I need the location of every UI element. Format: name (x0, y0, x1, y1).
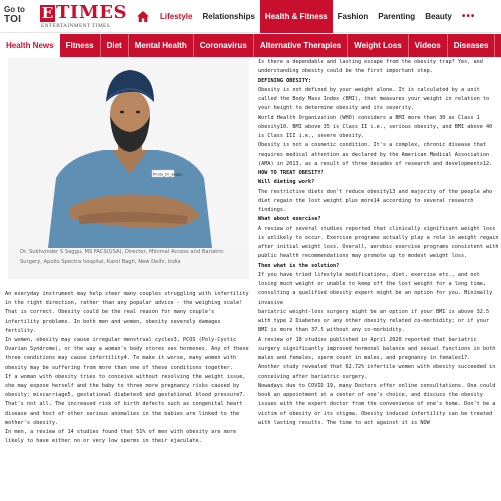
primary-nav (130, 0, 480, 33)
article-paragraph: bariatric weight-loss surgery might be an option if your BMI is above 32.5 with type 2 Diabetes or any other obesity related co-morbidity; or if your BMI is more than 37.5 without any co-morbidity. (258, 308, 490, 334)
section-subheading: Will dieting work? (258, 179, 315, 186)
tab-alternative-therapies[interactable]: Alternative Therapies (254, 34, 348, 57)
tab-diet[interactable]: Diet (101, 34, 129, 57)
nav-beauty[interactable]: Beauty (425, 12, 452, 21)
article-right-column (258, 58, 500, 428)
tab-fitness[interactable]: Fitness (60, 34, 101, 57)
logo-times: TIMES (56, 2, 127, 23)
article-paragraph: A review of 18 studies published in April 2020 reported that bariatric surgery significantly improved hormonal balance and sexual functions in both males and females, sperm count in males, and pregnancy in females17. (258, 336, 496, 361)
nav-relationships[interactable]: Relationships (202, 12, 255, 21)
article-paragraph: If you have tried lifestyle modifications, diet, exercise etc., and not losing much weight or unable to keep off the lost weight for a long time, consulting a qualified obesity expert might be an option for you. Minimally invasive (258, 271, 493, 306)
home-button[interactable] (130, 0, 155, 33)
more-menu-button[interactable]: ••• (461, 11, 476, 22)
article-paragraph: Obesity is not defined by your weight alone. It is calculated by a unit called the Body Mass Index (BMI), that measures your weight in relation to your height to determine obesity and its severity. (258, 86, 490, 112)
section-subheading: What about exercise? (258, 216, 321, 223)
toi-label: TOI (4, 14, 22, 25)
image-caption: Dr. Sukhvinder S Saggu, MS FACS(USA), Director, Minimal Access and Bariatric Surgery, Apollo Spectra hospital, Karol Bagh, New Delhi, India (20, 249, 224, 265)
section-subheading: Then what is the solution? (258, 262, 340, 269)
article-paragraph: Another study revealed that 62.72% infertile women with obesity succeeded in conceiving after bariatric surgery. (258, 364, 496, 380)
article-paragraph: Is there a dependable and lasting escape from the obesity trap? Yes, and understanding obesity could be the first important step. (258, 59, 483, 75)
tab-mental-health[interactable]: Mental Health (129, 34, 194, 57)
nav-fashion[interactable]: Fashion (337, 12, 369, 21)
article-paragraph: In women, obesity may cause irregular menstrual cycles3, PCOS (Poly-Cystic Ovarian Syndrome), or the way a woman's body stores sex hormones. Any of these three conditions may cause infertility4. To make it worse, many women with obesity may be suffering from more than one of these conditions together. (5, 337, 249, 371)
article-paragraph: World Health Organization (WHO) considers a BMI more than 30 as Class 1 obesity10. BMI above 35 is Class II i.e., serious obesity, and BMI above 40 is Class III i.e., severe obesity. (258, 114, 493, 139)
doctor-illustration (8, 58, 249, 248)
home-icon (137, 11, 149, 22)
tab-diseases[interactable]: Diseases (448, 34, 496, 57)
tab-coronavirus[interactable]: Coronavirus (194, 34, 254, 57)
logo-subtitle: ENTERTAINMENT TIMES (41, 23, 111, 29)
article-paragraph: A review of several studies reported that clinically significant weight loss is unlikely to occur. Exercise programs actually play a role in weight regain after initial weight loss. Overall, aerobic exercise programs consistent with public health recommendations may promote up to modest weight loss. (258, 225, 499, 260)
article-paragraph: Nowadays due to COVID 19, many Doctors offer online consultations. One could book an appointment at a center of one's choice, and discuss the obesity issues with the expert doctor from the convenience of one's home. Don't be a victim of obesity or its stigma. Obesity induced infertility can be treated with lasting results. The time to act against it is NOW (258, 382, 496, 426)
tab-weight-loss[interactable]: Weight Loss (348, 34, 408, 57)
logo-e: E (41, 4, 54, 22)
article-paragraph: The restrictive diets don't reduce obesity13 and majority of the people who diet regain the lost weight plus more14 according to several research findings. (258, 188, 493, 213)
nav-lifestyle[interactable]: Lifestyle (160, 12, 193, 21)
article-paragraph: An everyday instrument may help steer many couples struggling with infertility in the right direction, rather than any popular advice - the weighing scale! That is correct. Obesity could be the real reason for many couple's infertility problems. In both men and women, obesity severely damages fertility. (5, 291, 249, 334)
section-nav (0, 34, 501, 57)
tab-health-news[interactable]: Health News (0, 34, 60, 57)
section-heading: DEFINING OBESITY: (258, 77, 312, 84)
doctor-photo (8, 58, 249, 279)
article-paragraph: If a woman with obesity tries to conceive without resolving the weight issue, she may expose herself and the baby to three more pregnancy risks caused by obesity: miscarriage5, gestational diabetes6 and gestational blood pressure7. That's not all. The increased risk of birth defects such as congenital heart disease and host of other serious anomalies in the babies are linked to the mother's obesity. (5, 373, 246, 426)
site-header (0, 0, 501, 33)
nav-health-fitness[interactable]: Health & Fitness (260, 0, 333, 33)
goto-label: Go to (4, 5, 25, 14)
etimes-logo[interactable] (40, 2, 127, 29)
tab-videos[interactable]: Videos (409, 34, 448, 57)
photo-credit: Photo_Dr_Saggu (153, 172, 183, 177)
article-paragraph: Obesity is not a cosmetic condition. It's a complex, chronic disease that requires medical attention as declared by the American Medical Association (AMA) in 2013, as a result of three decades of research and developments12. (258, 142, 493, 167)
article-paragraph: In men, a review of 14 studies found that 51% of men with obesity are more likely to have either no or very low sperms in their ejaculate. (5, 429, 237, 445)
nav-parenting[interactable]: Parenting (378, 12, 416, 21)
section-heading: HOW TO TREAT OBESITY? (258, 170, 324, 176)
article-left-column (5, 290, 250, 446)
goto-toi-link[interactable] (4, 5, 26, 24)
